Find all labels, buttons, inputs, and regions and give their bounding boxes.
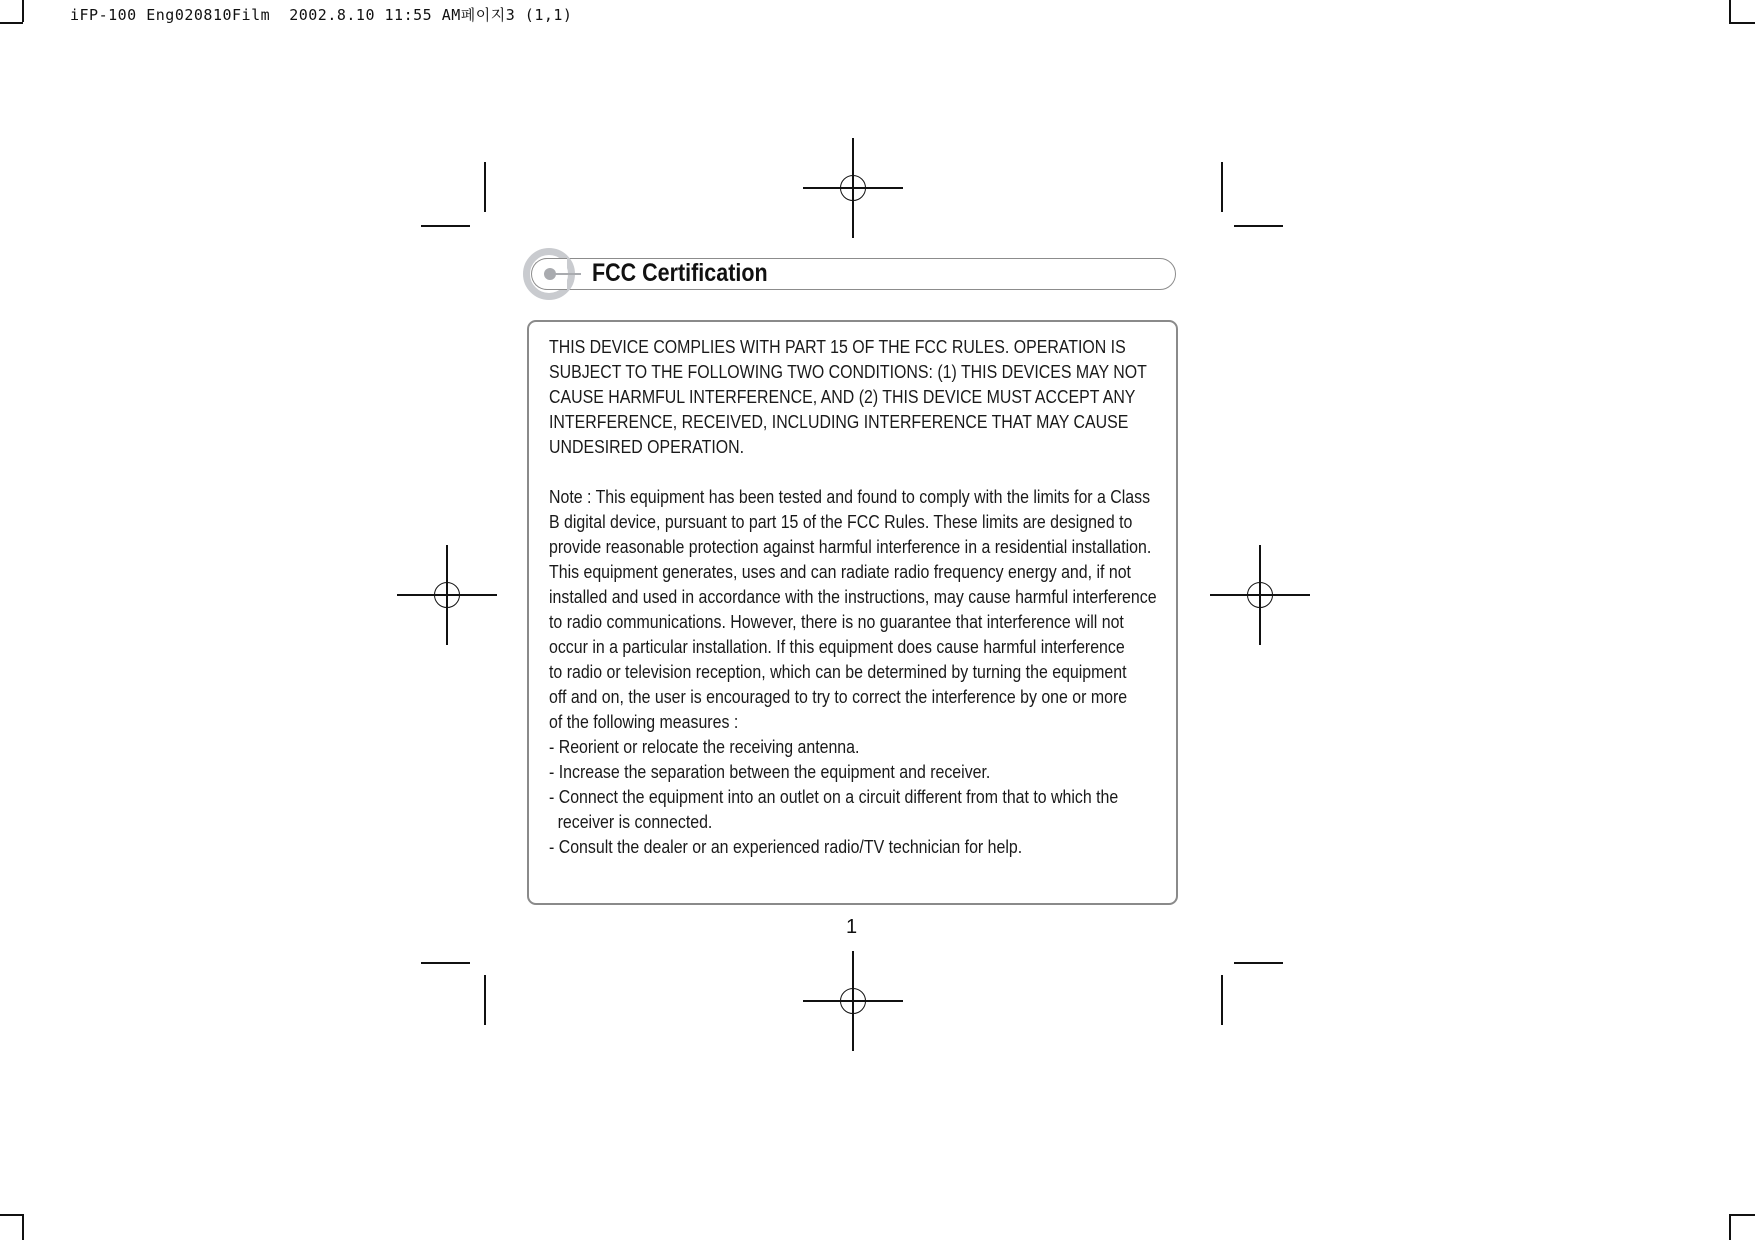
- trim-mark: [421, 225, 470, 227]
- corner-mark-bl-h: [0, 1214, 23, 1216]
- registration-mark-icon: [1210, 545, 1310, 645]
- trim-mark: [421, 962, 470, 964]
- print-slug-line: iFP-100 Eng020810Film 2002.8.10 11:55 AM페이지3 (1,1): [70, 6, 573, 24]
- measure-item: - Consult the dealer or an experienced radio/TV technician for help.: [549, 836, 1023, 857]
- corner-mark-tl-h: [0, 22, 23, 24]
- note-line: off and on, the user is encouraged to try to correct the interference by one or more: [549, 686, 1128, 707]
- page-number: 1: [846, 916, 858, 938]
- corner-mark-tl-v: [22, 0, 24, 22]
- compliance-line: CAUSE HARMFUL INTERFERENCE, AND (2) THIS DEVICE MUST ACCEPT ANY: [549, 386, 1136, 407]
- trim-mark: [484, 162, 486, 212]
- note-line: Note : This equipment has been tested and found to comply with the limits for a Class: [549, 486, 1151, 507]
- trim-mark: [1221, 975, 1223, 1025]
- bullet-dash-icon: [555, 273, 581, 275]
- compliance-line: INTERFERENCE, RECEIVED, INCLUDING INTERFERENCE THAT MAY CAUSE: [549, 411, 1129, 432]
- note-line: This equipment generates, uses and can radiate radio frequency energy and, if not: [549, 561, 1131, 582]
- corner-mark-tr-h: [1729, 22, 1755, 24]
- note-line: occur in a particular installation. If this equipment does cause harmful interference: [549, 636, 1125, 657]
- measure-item: - Increase the separation between the equipment and receiver.: [549, 761, 991, 782]
- corner-mark-br-v: [1729, 1214, 1731, 1240]
- corner-mark-tr-v: [1729, 0, 1731, 22]
- measure-item-continuation: receiver is connected.: [557, 811, 713, 832]
- compliance-line: THIS DEVICE COMPLIES WITH PART 15 OF THE FCC RULES. OPERATION IS: [549, 336, 1126, 357]
- registration-mark-icon: [803, 138, 903, 238]
- measure-item: - Reorient or relocate the receiving antenna.: [549, 736, 860, 757]
- registration-mark-icon: [803, 951, 903, 1051]
- note-line: B digital device, pursuant to part 15 of the FCC Rules. These limits are designed to: [549, 511, 1133, 532]
- compliance-line: SUBJECT TO THE FOLLOWING TWO CONDITIONS: (1) THIS DEVICES MAY NOT: [549, 361, 1147, 382]
- corner-mark-bl-v: [22, 1214, 24, 1240]
- note-line: to radio or television reception, which can be determined by turning the equipment: [549, 661, 1127, 682]
- measure-item: - Connect the equipment into an outlet on a circuit different from that to which the: [549, 786, 1119, 807]
- content-text: [549, 334, 1168, 859]
- note-line: provide reasonable protection against harmful interference in a residential installation.: [549, 536, 1152, 557]
- trim-mark: [1234, 962, 1283, 964]
- compliance-line: UNDESIRED OPERATION.: [549, 436, 745, 457]
- trim-mark: [1221, 162, 1223, 212]
- note-line: installed and used in accordance with the instructions, may cause harmful interference: [549, 586, 1157, 607]
- registration-mark-icon: [397, 545, 497, 645]
- note-line: to radio communications. However, there is no guarantee that interference will not: [549, 611, 1124, 632]
- note-line: of the following measures :: [549, 711, 739, 732]
- section-title: FCC Certification: [592, 259, 768, 287]
- trim-mark: [1234, 225, 1283, 227]
- trim-mark: [484, 975, 486, 1025]
- corner-mark-br-h: [1729, 1214, 1755, 1216]
